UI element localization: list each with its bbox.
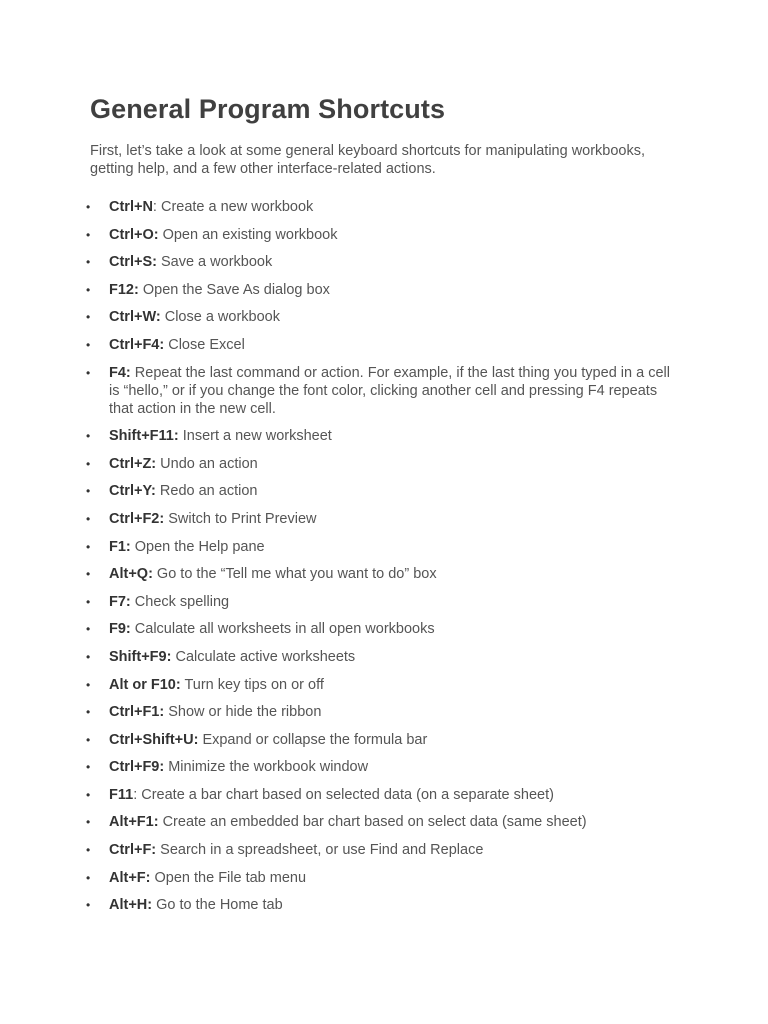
bullet-icon: • bbox=[86, 484, 91, 499]
shortcut-description: : Create a bar chart based on selected data (on a separate sheet) bbox=[133, 786, 554, 803]
bullet-icon: • bbox=[86, 337, 91, 352]
bullet-icon: • bbox=[86, 870, 91, 885]
shortcut-description: Close Excel bbox=[164, 336, 245, 353]
shortcut-key: F12: bbox=[109, 281, 139, 298]
shortcut-key: Ctrl+O: bbox=[109, 226, 159, 243]
bullet-icon: • bbox=[86, 539, 91, 554]
bullet-icon: • bbox=[86, 649, 91, 664]
list-item bbox=[86, 869, 684, 887]
list-item bbox=[86, 538, 684, 556]
bullet-icon: • bbox=[86, 567, 91, 582]
bullet-icon: • bbox=[86, 200, 91, 214]
shortcut-description: Minimize the workbook window bbox=[164, 759, 369, 776]
list-item bbox=[86, 841, 684, 859]
shortcut-description: : Create a new workbook bbox=[152, 199, 314, 215]
bullet-icon: • bbox=[86, 255, 91, 270]
shortcut-key: Ctrl+Y: bbox=[109, 483, 156, 500]
bullet-icon: • bbox=[86, 815, 91, 830]
bullet-icon: • bbox=[86, 429, 91, 444]
shortcut-key: Ctrl+N bbox=[109, 199, 153, 215]
shortcut-key: Ctrl+S: bbox=[109, 254, 157, 271]
list-item bbox=[86, 226, 684, 244]
list-item bbox=[86, 896, 684, 914]
bullet-icon: • bbox=[86, 622, 91, 637]
shortcut-description: Save a workbook bbox=[156, 254, 273, 271]
page-title: General Program Shortcuts bbox=[90, 94, 446, 124]
bullet-icon: • bbox=[86, 732, 91, 747]
shortcut-key: F11 bbox=[109, 786, 134, 803]
list-item bbox=[86, 308, 684, 326]
shortcut-description: Repeat the last command or action. For example, if the last thing you typed in a cell is “hello,” or if you change the font color, clicking another cell and pressing F4 repeats that action in the new cell. bbox=[109, 364, 670, 417]
list-item bbox=[86, 620, 684, 638]
list-item bbox=[86, 676, 684, 694]
shortcut-key: F7: bbox=[109, 593, 131, 610]
bullet-icon: • bbox=[86, 677, 91, 692]
shortcut-list bbox=[86, 198, 688, 914]
shortcut-key: Ctrl+F9: bbox=[109, 759, 165, 776]
shortcut-description: Create an embedded bar chart based on select data (same sheet) bbox=[158, 814, 587, 831]
shortcut-description: Calculate active worksheets bbox=[171, 648, 356, 665]
bullet-icon: • bbox=[86, 594, 91, 609]
bullet-icon: • bbox=[86, 898, 91, 913]
shortcut-key: Ctrl+F4: bbox=[109, 336, 165, 353]
shortcut-description: Turn key tips on or off bbox=[180, 676, 324, 693]
list-item bbox=[86, 455, 684, 473]
list-item bbox=[86, 427, 684, 445]
shortcut-key: Ctrl+F1: bbox=[109, 704, 165, 721]
shortcut-description: Close a workbook bbox=[160, 309, 280, 326]
list-item bbox=[86, 198, 684, 216]
shortcut-description: Show or hide the ribbon bbox=[164, 704, 322, 721]
list-item bbox=[86, 482, 684, 500]
shortcut-description: Go to the “Tell me what you want to do” box bbox=[152, 566, 437, 583]
list-item bbox=[86, 703, 684, 721]
shortcut-key: F4: bbox=[109, 364, 131, 381]
shortcut-description: Redo an action bbox=[155, 483, 258, 500]
shortcut-description: Expand or collapse the formula bar bbox=[198, 731, 428, 748]
list-item bbox=[86, 364, 684, 418]
shortcut-description: Search in a spreadsheet, or use Find and Replace bbox=[156, 842, 484, 859]
intro-paragraph: First, let’s take a look at some general keyboard shortcuts for manipulating workbooks, getting help, and a few other interface-related actions. bbox=[90, 143, 646, 177]
shortcut-key: Ctrl+Z: bbox=[109, 455, 157, 472]
shortcut-description: Open the Save As dialog box bbox=[138, 281, 330, 298]
bullet-icon: • bbox=[86, 456, 91, 471]
bullet-icon: • bbox=[86, 282, 91, 297]
list-item bbox=[86, 758, 684, 776]
shortcut-key: Ctrl+F2: bbox=[109, 510, 165, 527]
bullet-icon: • bbox=[86, 511, 91, 526]
shortcut-key: Alt+F1: bbox=[109, 814, 159, 831]
shortcut-key: F9: bbox=[109, 621, 131, 638]
shortcut-key: Alt+H: bbox=[109, 897, 153, 914]
shortcut-description: Open the File tab menu bbox=[150, 869, 307, 886]
list-item bbox=[86, 565, 684, 583]
bullet-icon: • bbox=[86, 310, 91, 325]
shortcut-key: Alt+Q: bbox=[109, 566, 153, 583]
shortcut-description: Check spelling bbox=[130, 593, 230, 610]
shortcut-description: Undo an action bbox=[156, 455, 258, 472]
list-item bbox=[86, 281, 684, 299]
list-item bbox=[86, 336, 684, 354]
shortcut-key: Alt or F10: bbox=[109, 676, 181, 693]
list-item bbox=[86, 731, 684, 749]
shortcut-description: Open an existing workbook bbox=[158, 226, 338, 243]
shortcut-key: Ctrl+Shift+U: bbox=[109, 731, 199, 748]
bullet-icon: • bbox=[86, 787, 91, 802]
bullet-icon: • bbox=[86, 365, 91, 380]
bullet-icon: • bbox=[86, 705, 91, 720]
shortcut-description: Switch to Print Preview bbox=[164, 510, 317, 527]
list-item bbox=[86, 786, 684, 804]
shortcut-key: Alt+F: bbox=[109, 869, 151, 886]
list-item bbox=[86, 253, 684, 271]
shortcut-key: Shift+F11: bbox=[109, 428, 179, 445]
bullet-icon: • bbox=[86, 227, 91, 242]
shortcut-description: Calculate all worksheets in all open workbooks bbox=[130, 621, 435, 638]
bullet-icon: • bbox=[86, 843, 91, 858]
list-item bbox=[86, 813, 684, 831]
list-item bbox=[86, 593, 684, 611]
list-item bbox=[86, 648, 684, 666]
shortcut-key: Ctrl+F: bbox=[109, 842, 157, 859]
shortcut-key: Shift+F9: bbox=[109, 648, 172, 665]
shortcut-description: Open the Help pane bbox=[130, 538, 265, 555]
shortcut-description: Insert a new worksheet bbox=[178, 428, 332, 445]
bullet-icon: • bbox=[86, 760, 91, 775]
shortcut-description: Go to the Home tab bbox=[152, 897, 283, 914]
shortcut-key: Ctrl+W: bbox=[109, 309, 161, 326]
list-item bbox=[86, 510, 684, 528]
shortcut-key: F1: bbox=[109, 538, 131, 555]
